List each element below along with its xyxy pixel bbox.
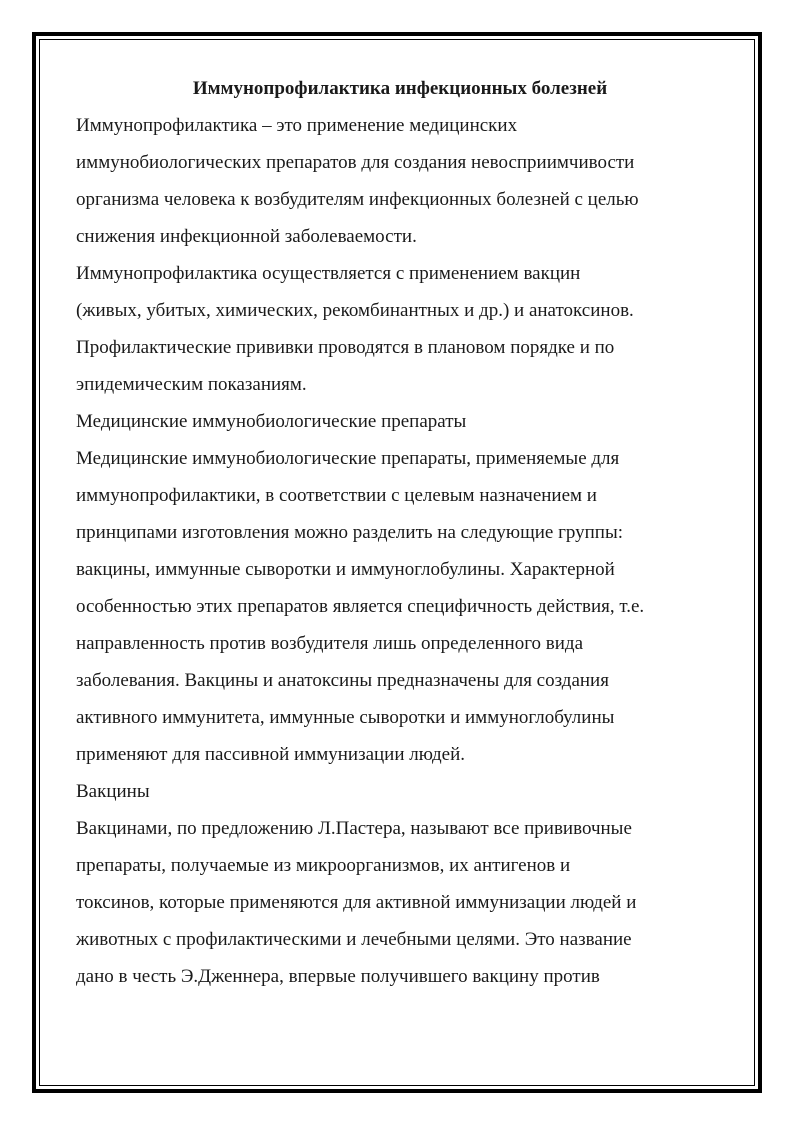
text-line: принципами изготовления можно разделить на следующие группы: bbox=[76, 522, 624, 543]
text-line: вакцины, иммунные сыворотки и иммуноглобулины. Характерной bbox=[76, 559, 615, 580]
section-heading: Медицинские иммунобиологические препараты bbox=[76, 411, 467, 432]
document-title: Иммунопрофилактика инфекционных болезней bbox=[192, 78, 608, 99]
text-line: иммунобиологических препаратов для создания невосприимчивости bbox=[76, 152, 635, 173]
text-line: дано в честь Э.Дженнера, впервые получившего вакцину против bbox=[76, 966, 600, 987]
text-line: животных с профилактическими и лечебными целями. Это название bbox=[76, 929, 632, 950]
text-line: Вакцинами, по предложению Л.Пастера, называют все прививочные bbox=[76, 818, 632, 839]
text-line: Иммунопрофилактика осуществляется с применением вакцин bbox=[76, 263, 581, 284]
text-line: направленность против возбудителя лишь определенного вида bbox=[76, 633, 583, 654]
text-line: Иммунопрофилактика – это применение медицинских bbox=[76, 115, 518, 136]
text-line: Профилактические прививки проводятся в плановом порядке и по bbox=[76, 337, 615, 358]
text-line: Медицинские иммунобиологические препараты, применяемые для bbox=[76, 448, 620, 469]
text-line: токсинов, которые применяются для активной иммунизации людей и bbox=[76, 892, 637, 913]
text-line: снижения инфекционной заболеваемости. bbox=[76, 226, 417, 247]
text-line: активного иммунитета, иммунные сыворотки и иммуноглобулины bbox=[76, 707, 615, 728]
document-body bbox=[76, 70, 724, 995]
text-line: (живых, убитых, химических, рекомбинантных и др.) и анатоксинов. bbox=[76, 300, 634, 321]
text-line: особенностью этих препаратов является специфичность действия, т.е. bbox=[76, 596, 645, 617]
text-line: применяют для пассивной иммунизации людей. bbox=[76, 744, 465, 765]
text-line: заболевания. Вакцины и анатоксины предназначены для создания bbox=[76, 670, 609, 691]
text-line: организма человека к возбудителям инфекционных болезней с целью bbox=[76, 189, 639, 210]
text-line: препараты, получаемые из микроорганизмов, их антигенов и bbox=[76, 855, 571, 876]
section-heading: Вакцины bbox=[76, 781, 150, 802]
text-line: эпидемическим показаниям. bbox=[76, 374, 307, 395]
text-line: иммунопрофилактики, в соответствии с целевым назначением и bbox=[76, 485, 597, 506]
